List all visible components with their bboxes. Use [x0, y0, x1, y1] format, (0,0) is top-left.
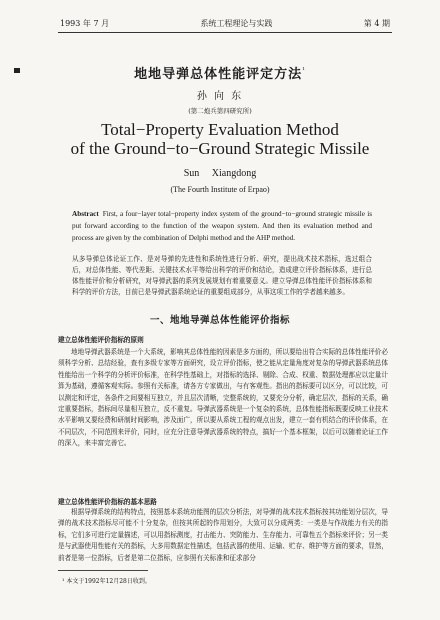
footnote: ¹ 本文于1992年12月28日收到。: [62, 578, 151, 585]
english-abstract: [72, 208, 372, 244]
abstract-text: First, a four−layer total−property index system of the ground−to−ground strategic missile is put forward according to the function of the weapon system. And then its evaluation method and process are given by the combination of Delphi method and the AHP method.: [72, 210, 372, 242]
english-title-line-1: Total−Property Evaluation Method: [101, 120, 339, 139]
header-journal: 系统工程理论与实践: [200, 18, 273, 28]
running-header: [60, 16, 390, 30]
chinese-intro-paragraph: 从多导弹总体论证工作、是对导弹的先进性和系统性进行分析、研究，提出战术技术指标，选过组合后，对总体性能、等代差距、关键技术水平等给出科学的评价和结论，造成建立评价指标体系，进行总体性能评价和分析研究，对导弹武器的系列发展规划有着重要意义。建立导弹总体性能评价指标体系和科学的评价方法，目前已是导弹武器系统论证的重要组成部分，从事这项工作的学者越来越多。: [72, 255, 372, 296]
body-paragraph-principles: 地地导弹武器系统是一个大系统，影响其总体性能的因素是多方面的，所以要给出符合实际的总体性能评价必须科学分析、总结经验，查有多级专家等方面研究，设立评价指标，使之能从定量角度对复杂的导弹武器系统总体性能给出一个科学的分析评价标准，在科学性基础上，对指标的选择、剔除、合成、权重、数据处理都应以定量计算为基础，遵循客观实际。参照有关标准，请各方专家做出，与有客观性。指出的指标要可以区分，可以比较，可以测定和评定，各条件之间要相互独立，并且层次清晰，完整系统的，又要充分分析，确定层次，指标的关系，确定重要指标，指标间尽量相互独立，反不重复。导弹武器系统是一个复杂的系统，总体性能指标既要反映工业技术水平影响又要经费和研制时间影响，涉及面广，所以要从系统工程的观点出发，建立一套有机结合的评价体系，在不同层次，不同范围来评价，同时，应充分注意导弹武器系统的特点，搞好一个基本框架，以后可以随着论证工作的深入，来丰富完善它。: [58, 348, 388, 448]
english-title: [0, 120, 440, 158]
header-date: 1993 年 7 月: [60, 18, 110, 28]
english-title-line-2: of the Ground−to−Ground Strategic Missile: [70, 139, 370, 158]
chinese-author: 孙 向 东: [196, 91, 244, 102]
english-author: Sun Xiangdong: [183, 168, 257, 179]
chinese-title: [0, 63, 440, 82]
english-institution: (The Fourth Institute of Erpao): [170, 185, 270, 194]
header-issue: 第 4 期: [363, 18, 390, 28]
abstract-label: Abstract: [72, 210, 99, 218]
subsection-heading-approach: 建立总体性能评价指标的基本思路: [58, 498, 157, 506]
subsection-heading-principles: 建立总体性能评价指标的原则: [58, 336, 144, 344]
chinese-institution: (第二炮兵第四研究所): [188, 107, 252, 115]
section-heading: 一、地地导弹总体性能评价指标: [149, 315, 290, 326]
body-paragraph-approach: 根据导弹系统的结构特点，按照基本系统功能图的层次分析法，对导弹的战术技术指标按其功能划分层次，导弹的战术技术指标尽可能不十分复杂，但按其所起的作用划分，大致可以分成两类：一类是与作战能力有关的指标，它们多可进行定量描述，可以用指标测度，打击能力、突防能力、生存能力、可靠性五个指标来评价；另一类是与武器使用性能有关的指标，大多用数据定性描述，包括武器的使用、运输、贮存、维护等方面的要求，显然，前者是第一位指标，后者是第二位指标，应参照有关标准和征求部分: [58, 508, 388, 562]
footnote-rule: [58, 570, 148, 571]
header-rule: [58, 32, 392, 33]
chinese-title-text: 地地导弹总体性能评定方法: [134, 67, 303, 82]
title-footnote-mark: ¹: [302, 66, 306, 75]
